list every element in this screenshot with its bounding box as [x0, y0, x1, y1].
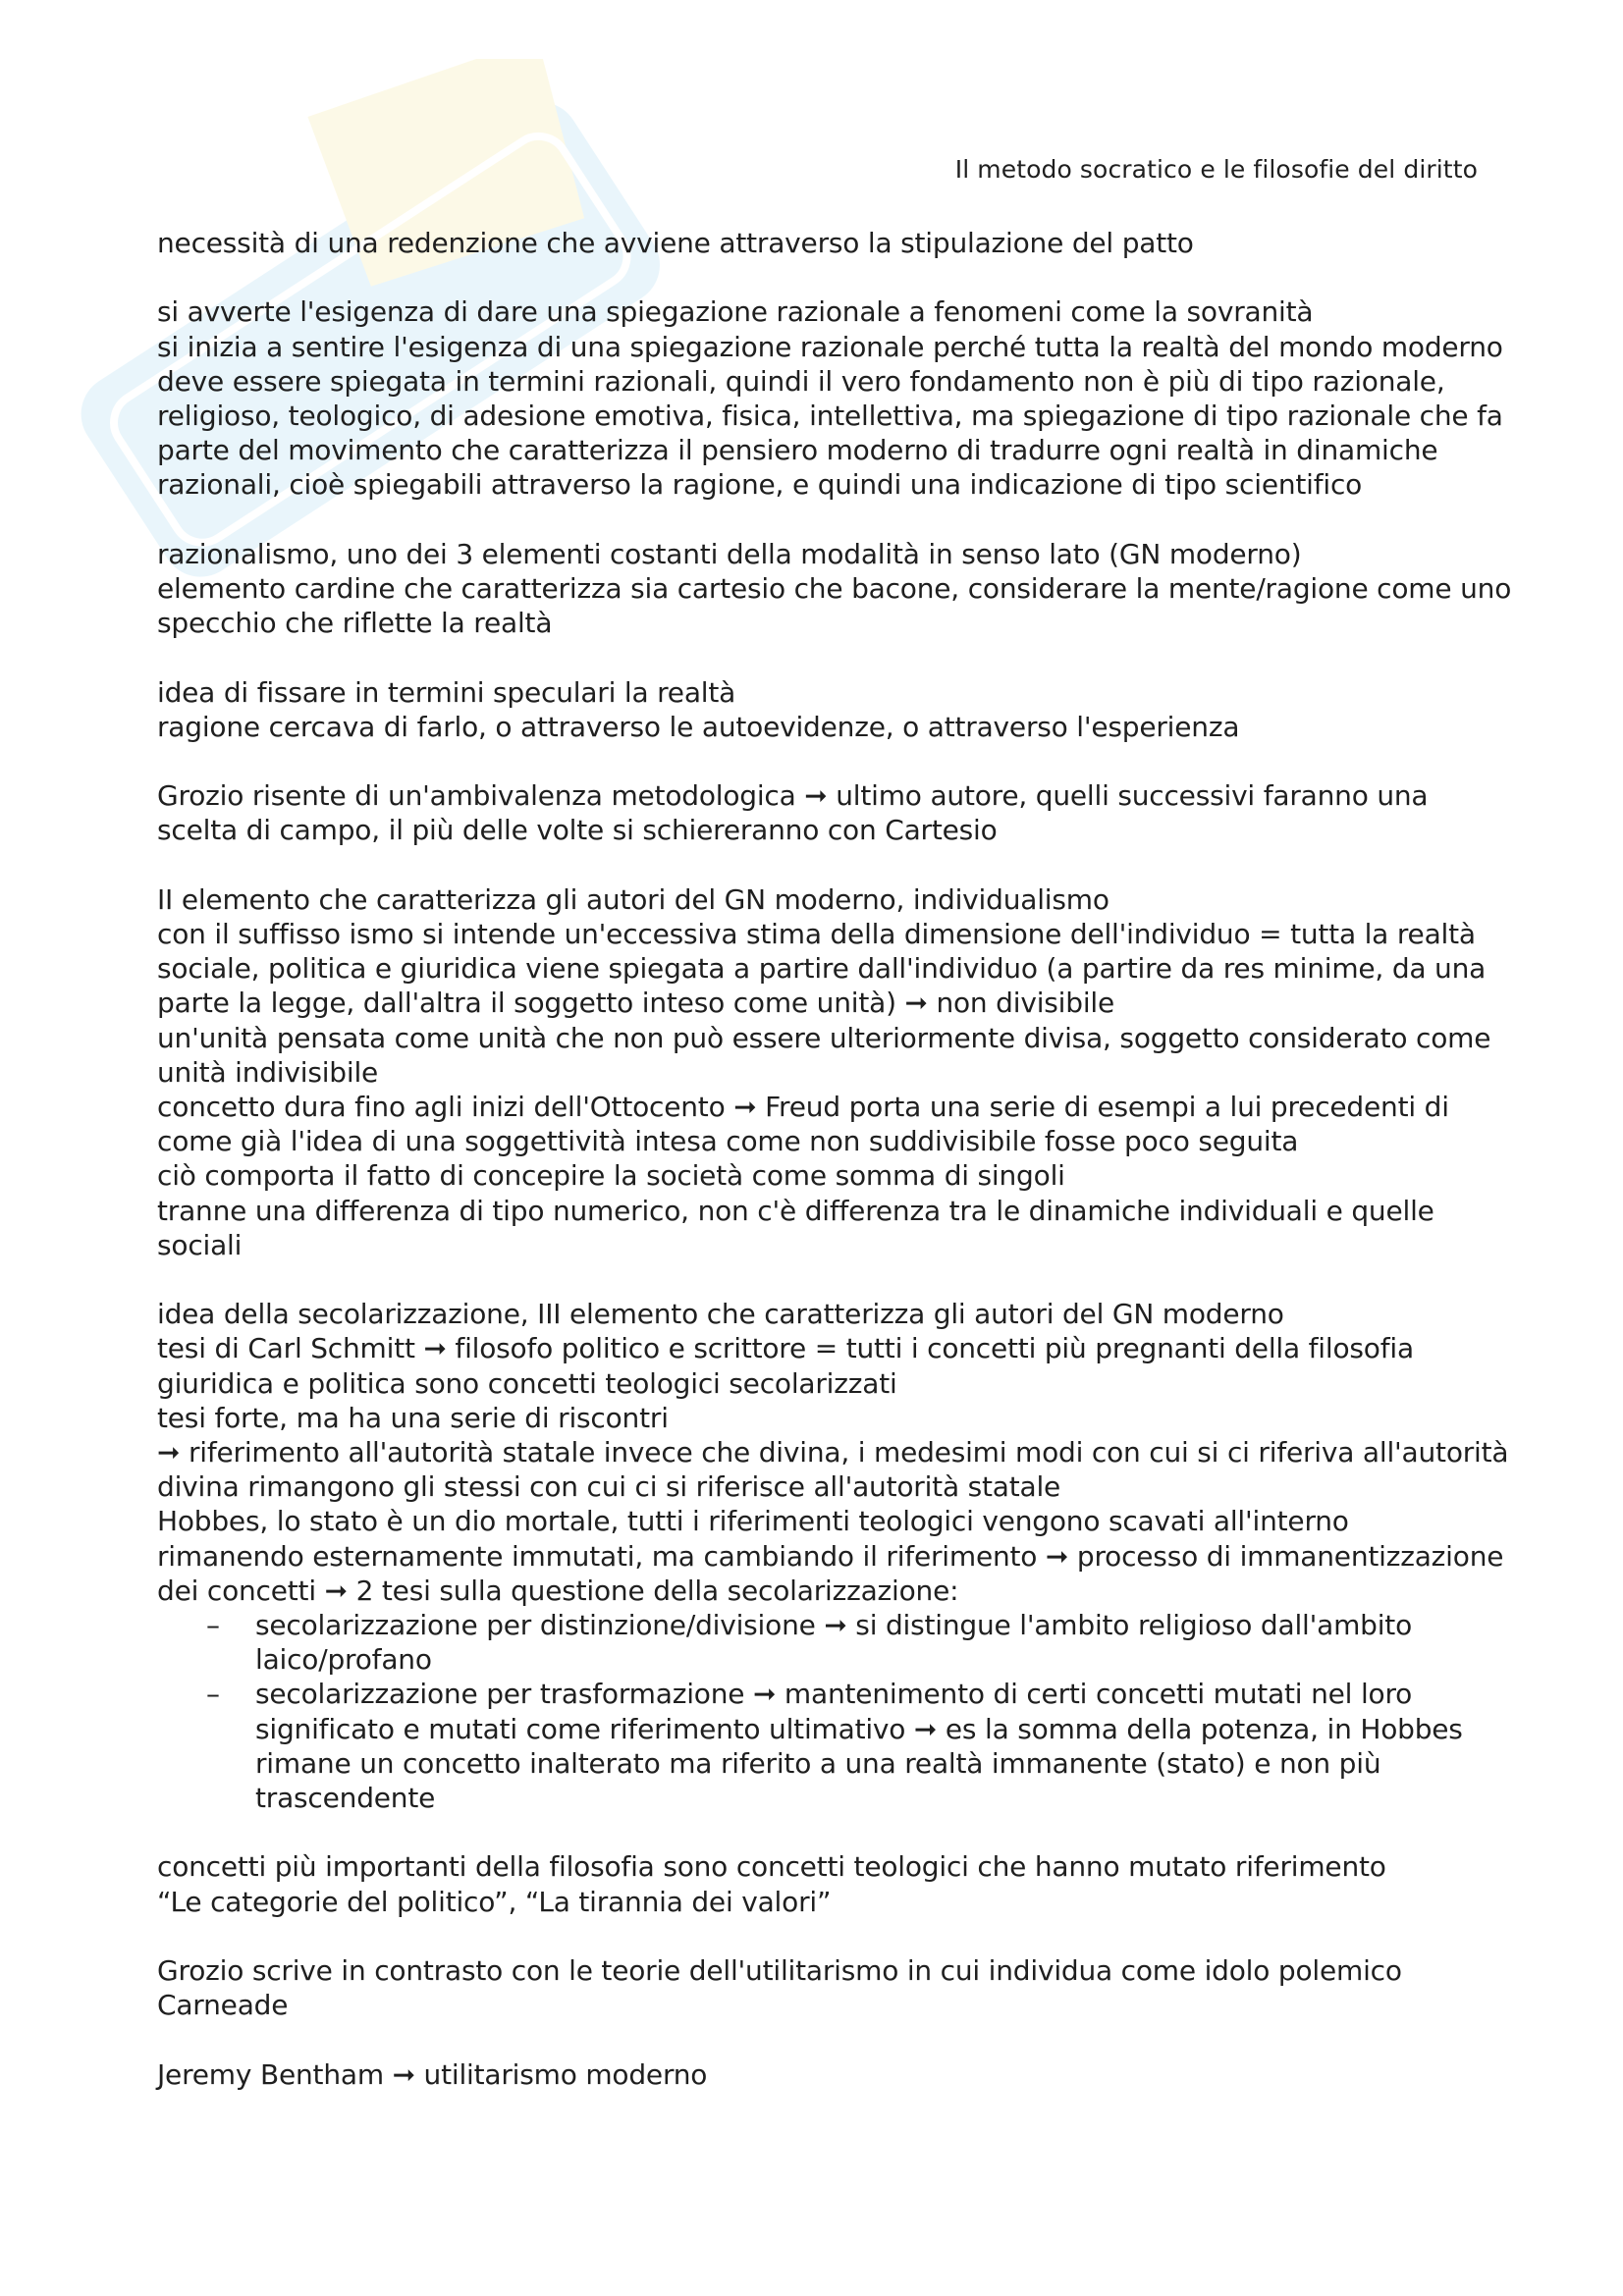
text-line: scelta di campo, il più delle volte si schiereranno con Cartesio	[157, 814, 998, 847]
text-line: sociali	[157, 1228, 243, 1261]
text-line: razionalismo, uno dei 3 elementi costanti della modalità in senso lato (GN moderno)	[157, 537, 1302, 570]
paragraph	[157, 2057, 1492, 2092]
paragraph	[157, 294, 1503, 502]
text-line: si avverte l'esigenza di dare una spiegazione razionale a fenomeni come la sovranità	[157, 295, 1314, 329]
text-line: Jeremy Bentham ➞ utilitarismo moderno	[157, 2057, 708, 2091]
text-line: idea di fissare in termini speculari la realtà	[157, 675, 736, 709]
text-line: tranne una differenza di tipo numerico, non c'è differenza tra le dinamiche individuali e quelle	[157, 1194, 1434, 1227]
text-line: necessità di una redenzione che avviene attraverso la stipulazione del patto	[157, 227, 1194, 259]
list-item	[157, 1677, 1492, 1815]
text-line: rimanendo esternamente immutati, ma cambiando il riferimento ➞ processo di immanentizzazione	[157, 1539, 1504, 1573]
text-line: Grozio scrive in contrasto con le teorie dell'utilitarismo in cui individua come idolo polemico	[157, 1954, 1402, 1988]
text-line: un'unità pensata come unità che non può essere ulteriormente divisa, soggetto considerato come	[157, 1021, 1491, 1054]
text-line: giuridica e politica sono concetti teologici secolarizzati	[157, 1366, 897, 1400]
text-line: tesi forte, ma ha una serie di riscontri	[157, 1401, 669, 1434]
text-line: sociale, politica e giuridica viene spiegata a partire dall'individuo (a partire da res minime, da una	[157, 952, 1487, 986]
text-line: unità indivisibile	[157, 1055, 379, 1089]
text-line: ciò comporta il fatto di concepire la società come somma di singoli	[157, 1159, 1065, 1193]
text-line: Grozio risente di un'ambivalenza metodologica ➞ ultimo autore, quelli successivi faranno una	[157, 779, 1429, 813]
text-line: come già l'idea di una soggettività intesa come non suddivisibile fosse poco seguita	[157, 1125, 1299, 1158]
text-line: concetti più importanti della filosofia sono concetti teologici che hanno mutato riferimento	[157, 1850, 1386, 1884]
text-line: laico/profano	[255, 1643, 432, 1677]
text-line: divina rimangono gli stessi con cui ci si riferisce all'autorità statale	[157, 1470, 1061, 1504]
text-line: deve essere spiegata in termini razionali, quindi il vero fondamento non è più di tipo razionale,	[157, 364, 1445, 398]
paragraph	[157, 1953, 1492, 2022]
paragraph	[157, 1849, 1492, 1918]
text-line: con il suffisso ismo si intende un'eccessiva stima della dimensione dell'individuo = tutta la realtà	[157, 917, 1476, 950]
text-line: II elemento che caratterizza gli autori del GN moderno, individualismo	[157, 882, 1109, 916]
text-line: rimane un concetto inalterato ma riferito a una realtà immanente (stato) e non più	[255, 1746, 1381, 1780]
text-line: tesi di Carl Schmitt ➞ filosofo politico e scrittore = tutti i concetti più pregnanti della filosofia	[157, 1332, 1414, 1365]
text-line: religioso, teologico, di adesione emotiva, fisica, intellettiva, ma spiegazione di tipo razionale che fa	[157, 400, 1503, 432]
text-line: parte del movimento che caratterizza il pensiero moderno di tradurre ogni realtà in dinamiche	[157, 434, 1438, 467]
text-line: secolarizzazione per trasformazione ➞ mantenimento di certi concetti mutati nel loro	[255, 1678, 1413, 1711]
paragraph	[157, 537, 1512, 641]
list-item	[157, 1608, 1492, 1677]
text-line: si inizia a sentire l'esigenza di una spiegazione razionale perché tutta la realtà del mondo moderno	[157, 330, 1503, 363]
text-line: secolarizzazione per distinzione/divisione ➞ si distingue l'ambito religioso dall'ambito	[255, 1609, 1413, 1642]
text-line: specchio che riflette la realtà	[157, 607, 553, 640]
page-content	[157, 226, 1512, 2092]
text-line: razionali, cioè spiegabili attraverso la ragione, e quindi una indicazione di tipo scientifico	[157, 468, 1363, 502]
text-line: dei concetti ➞ 2 tesi sulla questione della secolarizzazione:	[157, 1574, 959, 1607]
dash-marker: –	[206, 1609, 220, 1642]
text-line: trascendente	[255, 1782, 436, 1815]
paragraph	[157, 1297, 1509, 1815]
text-line: idea della secolarizzazione, III elemento che caratterizza gli autori del GN moderno	[157, 1298, 1284, 1331]
text-line: Carneade	[157, 1989, 289, 2022]
bullet-list	[157, 1608, 1492, 1815]
text-line: ➞ riferimento all'autorità statale invece che divina, i medesimi modi con cui si ci riferiva all'autorità	[157, 1436, 1509, 1469]
paragraph	[157, 882, 1492, 1262]
dash-marker: –	[206, 1678, 220, 1711]
text-line: ragione cercava di farlo, o attraverso le autoevidenze, o attraverso l'esperienza	[157, 710, 1240, 743]
text-line: “Le categorie del politico”, “La tirannia dei valori”	[157, 1885, 832, 1918]
paragraph	[157, 675, 1492, 744]
paragraph	[157, 226, 1492, 260]
running-header: Il metodo socratico e le filosofie del diritto	[954, 155, 1478, 184]
paragraph	[157, 778, 1492, 847]
text-line: Hobbes, lo stato è un dio mortale, tutti i riferimenti teologici vengono scavati all'interno	[157, 1505, 1349, 1538]
text-line: significato e mutati come riferimento ultimativo ➞ es la somma della potenza, in Hobbes	[255, 1712, 1463, 1745]
text-line: elemento cardine che caratterizza sia cartesio che bacone, considerare la mente/ragione come uno	[157, 572, 1512, 605]
text-line: concetto dura fino agli inizi dell'Ottocento ➞ Freud porta una serie di esempi a lui precedenti di	[157, 1091, 1449, 1123]
text-line: parte la legge, dall'altra il soggetto inteso come unità) ➞ non divisibile	[157, 987, 1115, 1020]
